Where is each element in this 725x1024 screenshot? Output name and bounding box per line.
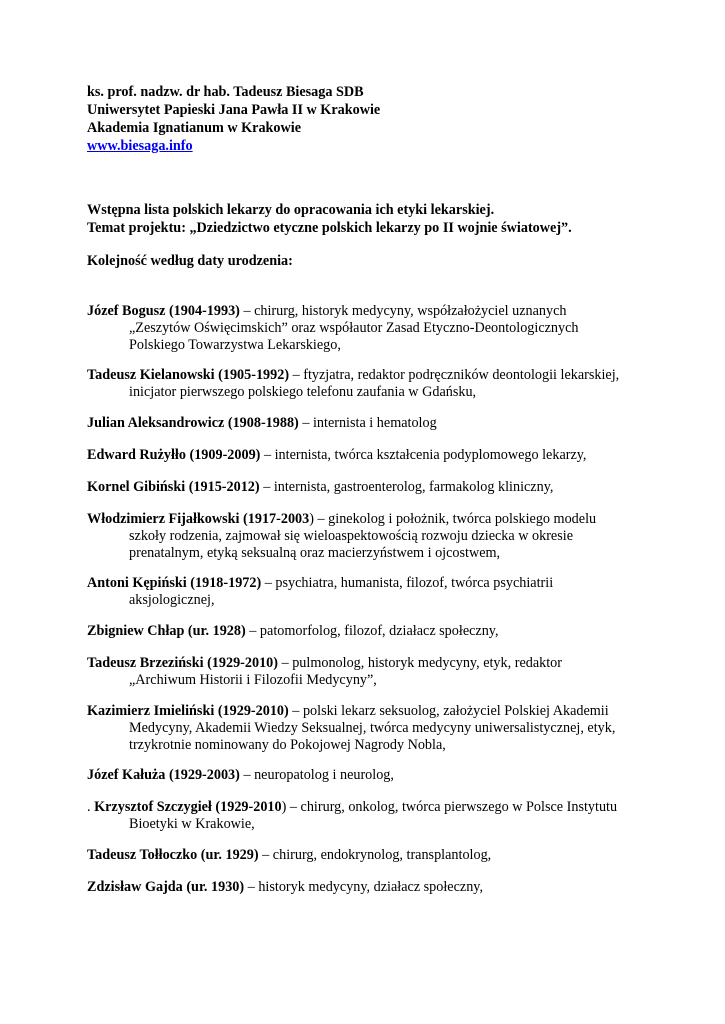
website-link[interactable]: www.biesaga.info	[87, 138, 193, 154]
ordering-note: Kolejność według daty urodzenia:	[87, 253, 293, 269]
affiliation-2: Akademia Ignatianum w Krakowie	[87, 120, 302, 136]
entry-first-line	[87, 655, 652, 672]
entry-prefix: .	[87, 799, 95, 815]
continuation-line: prenatalnym, etyką seksualną oraz macierzyństwem i ojcostwem,	[129, 545, 501, 561]
list-item	[87, 623, 652, 640]
doctor-name: Włodzimierz Fijałkowski (1917-2003	[87, 511, 310, 527]
continuation-line: trzykrotnie nominowany do Pokojowej Nagrody Nobla,	[129, 737, 446, 753]
doctor-description: ) – chirurg, onkolog, twórca pierwszego w Polsce Instytutu	[281, 799, 618, 815]
doctor-description: – internista, twórca kształcenia podyplomowego lekarzy,	[260, 447, 587, 463]
author-header	[87, 83, 380, 155]
entry-first-line	[87, 575, 652, 592]
doctor-name: Kornel Gibiński (1915-2012)	[87, 479, 260, 495]
doctor-name: Krzysztof Szczygieł (1929-2010	[94, 799, 282, 815]
entry-continuation	[87, 592, 652, 609]
list-item	[87, 575, 652, 609]
list-item	[87, 767, 652, 784]
entry-first-line	[87, 767, 652, 784]
list-item	[87, 655, 652, 689]
doctor-name: Julian Aleksandrowicz (1908-1988)	[87, 415, 299, 431]
doctor-name: Józef Kałuża (1929-2003)	[87, 767, 240, 783]
doctor-name: Edward Rużyłło (1909-2009)	[87, 447, 261, 463]
continuation-line: Bioetyki w Krakowie,	[129, 816, 255, 832]
doctor-description: – chirurg, endokrynolog, transplantolog,	[258, 847, 492, 863]
list-item	[87, 303, 652, 354]
continuation-line: „Zeszytów Oświęcimskich” oraz współautor Zasad Etyczno-Deontologicznych	[129, 320, 579, 336]
doctor-name: Józef Bogusz (1904-1993)	[87, 303, 240, 319]
list-item	[87, 799, 652, 833]
entry-continuation	[87, 384, 652, 401]
list-title: Wstępna lista polskich lekarzy do opracowania ich etyki lekarskiej.	[87, 202, 495, 218]
doctor-name: Tadeusz Brzeziński (1929-2010)	[87, 655, 279, 671]
doctor-name: Tadeusz Kielanowski (1905-1992)	[87, 367, 290, 383]
entry-continuation	[87, 320, 652, 354]
doctor-description: – historyk medycyny, działacz społeczny,	[244, 879, 484, 895]
continuation-line: Polskiego Towarzystwa Lekarskiego,	[129, 337, 341, 353]
doctor-name: Zdzisław Gajda (ur. 1930)	[87, 879, 245, 895]
continuation-line: „Archiwum Historii i Filozofii Medycyny”,	[129, 672, 377, 688]
continuation-line: aksjologicznej,	[129, 592, 215, 608]
list-item	[87, 479, 652, 496]
entry-first-line	[87, 479, 652, 496]
entry-first-line	[87, 415, 652, 432]
author-name: ks. prof. nadzw. dr hab. Tadeusz Biesaga SDB	[87, 84, 364, 100]
doctor-description: – ftyzjatra, redaktor podręczników deontologii lekarskiej,	[289, 367, 620, 383]
doctor-name: Zbigniew Chłap (ur. 1928)	[87, 623, 246, 639]
list-item	[87, 511, 652, 562]
entry-first-line	[87, 367, 652, 384]
doctor-description: – psychiatra, humanista, filozof, twórca psychiatrii	[261, 575, 554, 591]
list-item	[87, 703, 652, 754]
entry-first-line	[87, 303, 652, 320]
doctor-name: Tadeusz Tołłoczko (ur. 1929)	[87, 847, 259, 863]
doctor-description: ) – ginekolog i położnik, twórca polskiego modelu	[309, 511, 597, 527]
continuation-line: szkoły rodzenia, zajmował się wieloaspektowością rozwoju dziecka w okresie	[129, 528, 573, 544]
doctor-name: Kazimierz Imieliński (1929-2010)	[87, 703, 289, 719]
list-item	[87, 367, 652, 401]
list-item	[87, 415, 652, 432]
doctor-description: – internista i hematolog	[298, 415, 437, 431]
doctor-description: – polski lekarz seksuolog, założyciel Polskiej Akademii	[288, 703, 609, 719]
entry-first-line	[87, 623, 652, 640]
entry-first-line	[87, 847, 652, 864]
continuation-line: inicjator pierwszego polskiego telefonu zaufania w Gdańsku,	[129, 384, 477, 400]
entry-first-line	[87, 879, 652, 896]
project-topic: Temat projektu: „Dziedzictwo etyczne polskich lekarzy po II wojnie światowej”.	[87, 220, 572, 236]
continuation-line: Medycyny, Akademii Wiedzy Seksualnej, twórca medycyny uniwersalistycznej, etyk,	[129, 720, 616, 736]
entry-first-line	[87, 511, 652, 528]
list-item	[87, 847, 652, 864]
affiliation-1: Uniwersytet Papieski Jana Pawła II w Krakowie	[87, 102, 381, 118]
list-item	[87, 447, 652, 464]
entry-first-line	[87, 799, 652, 816]
doctor-description: – chirurg, historyk medycyny, współzałożyciel uznanych	[239, 303, 567, 319]
entry-continuation	[87, 720, 652, 754]
intro-block	[87, 201, 572, 237]
doctor-description: – internista, gastroenterolog, farmakolog kliniczny,	[259, 479, 554, 495]
entry-continuation	[87, 816, 652, 833]
entry-first-line	[87, 447, 652, 464]
list-item	[87, 879, 652, 896]
doctor-description: – neuropatolog i neurolog,	[239, 767, 394, 783]
entry-first-line	[87, 703, 652, 720]
entry-continuation	[87, 528, 652, 562]
doctor-description: – pulmonolog, historyk medycyny, etyk, redaktor	[278, 655, 562, 671]
entry-continuation	[87, 672, 652, 689]
doctor-name: Antoni Kępiński (1918-1972)	[87, 575, 262, 591]
doctor-description: – patomorfolog, filozof, działacz społeczny,	[245, 623, 499, 639]
